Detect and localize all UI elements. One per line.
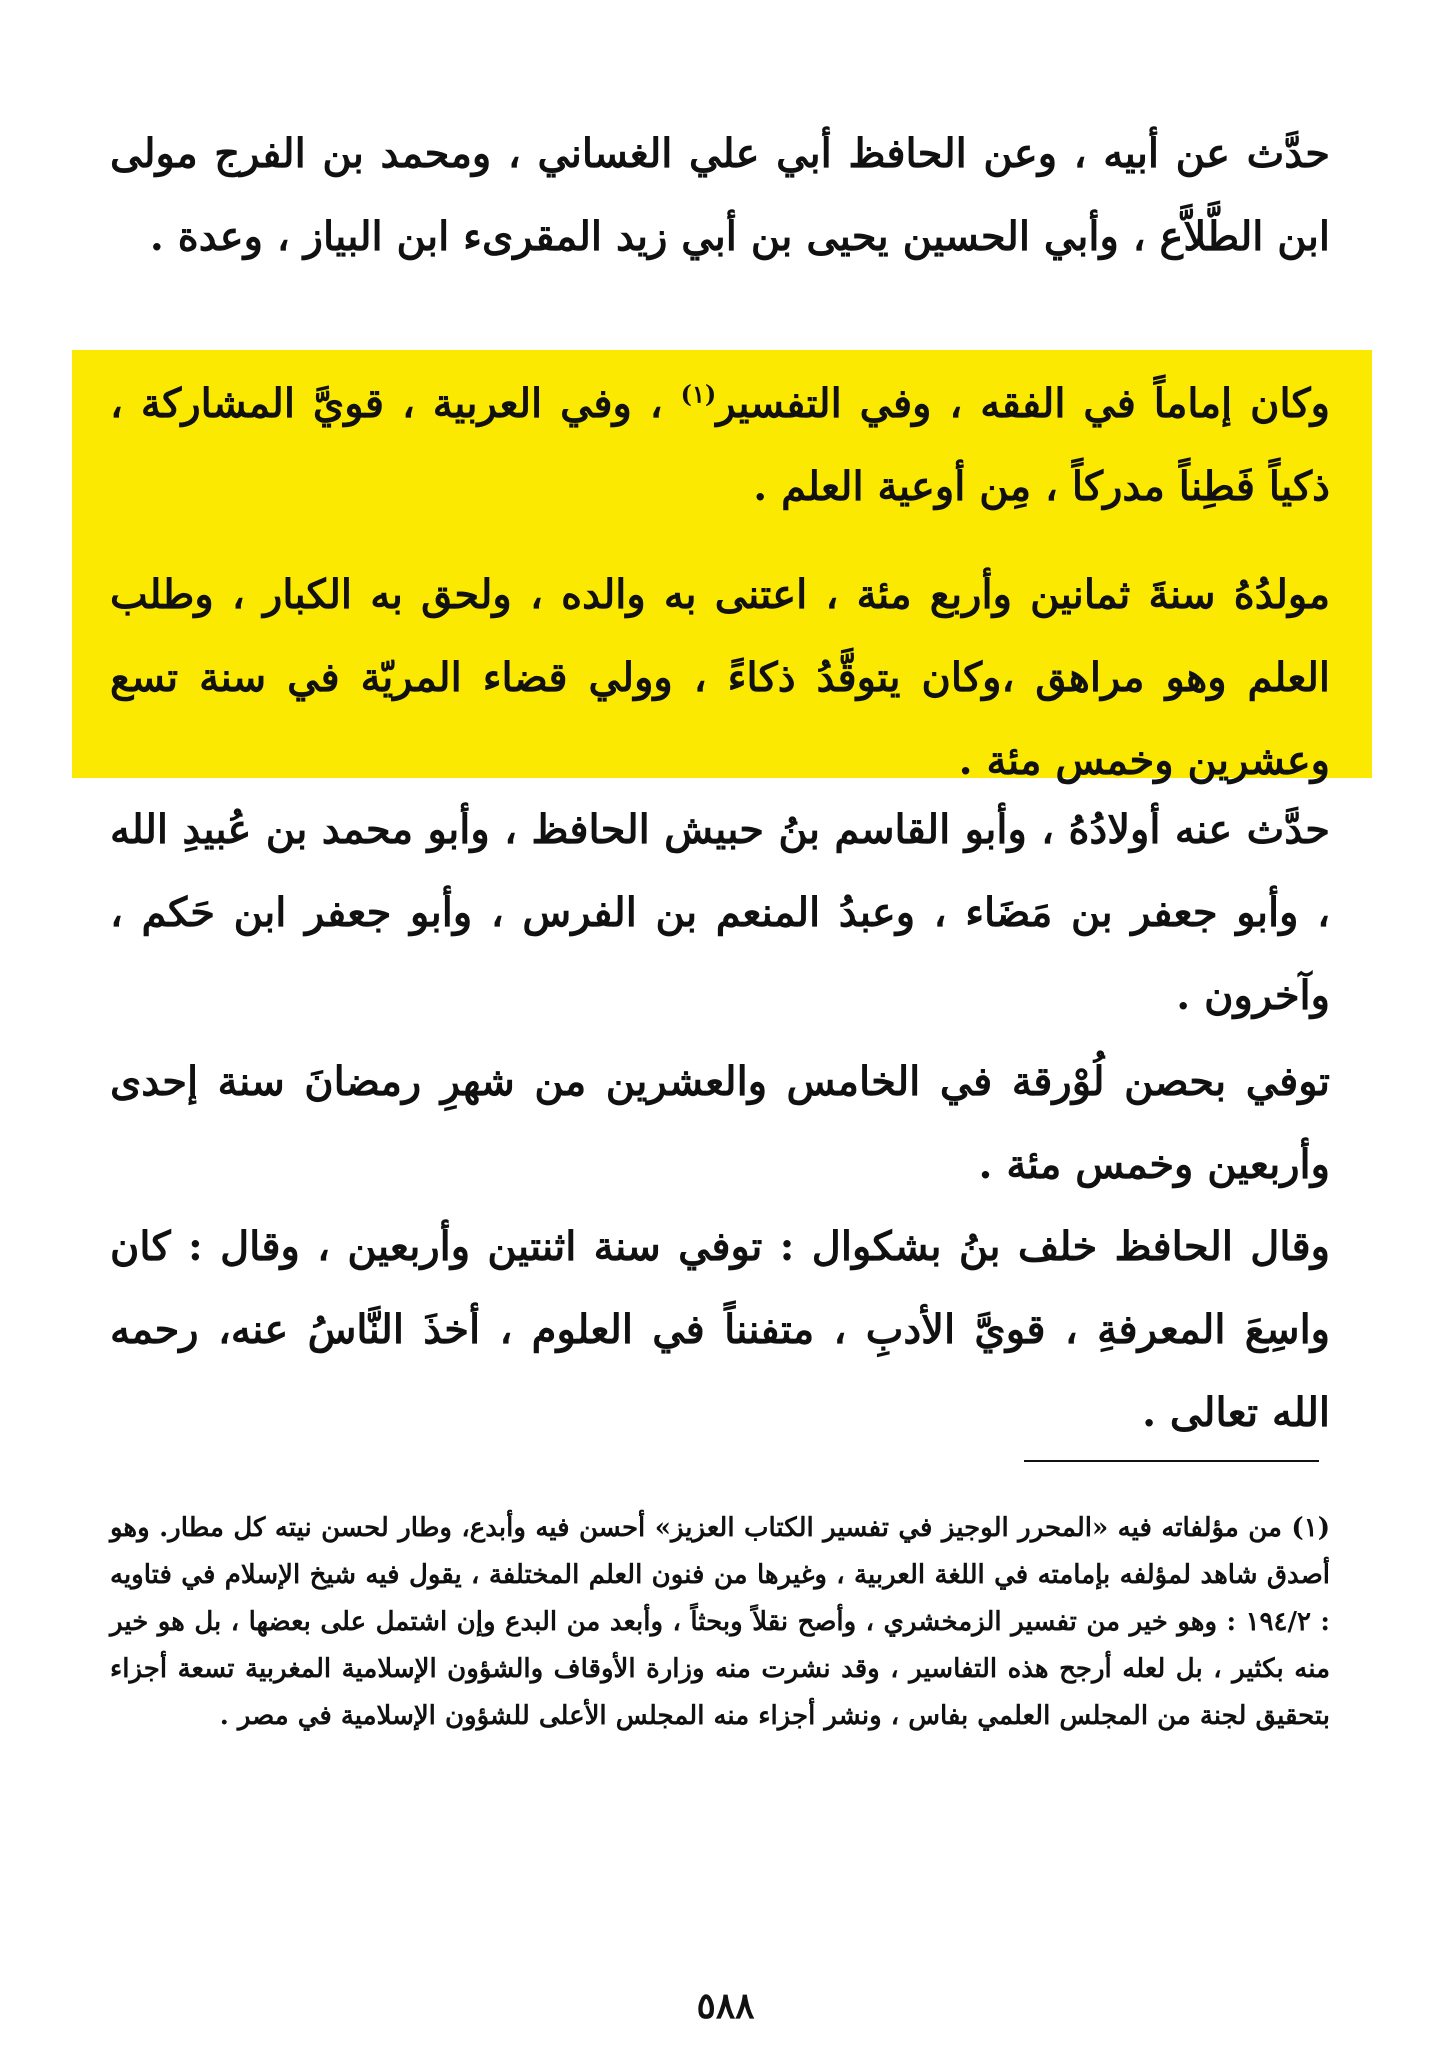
paragraph-narrated-from: حدَّث عن أبيه ، وعن الحافظ أبي علي الغساني ، ومحمد بن الفرج مولى ابن الطَّلاَّع ، وأبي الحسين يحيى بن أبي زيد المقرىء ابن البياز ، وعدة . <box>110 130 1330 260</box>
paragraph-scholarship-part1: وكان إماماً في الفقه ، وفي التفسير <box>716 380 1330 427</box>
paragraph-scholarship-part2: ، وفي العربية ، قويَّ المشاركة ، ذكياً فَطِناً مدركاً ، مِن أوعية العلم . <box>110 380 1330 510</box>
paragraph-birth-and-judgeship: مولدُهُ سنةَ ثمانين وأربع مئة ، اعتنى به والده ، ولحق به الكبار ، وطلب العلم وهو مراهق ،وكان يتوقَّدُ ذكاءً ، وولي قضاء المريّة في سنة تسع وعشرين وخمس مئة . <box>110 571 1330 784</box>
paragraph-ibn-bashkuwal: وقال الحافظ خلف بنُ بشكوال : توفي سنة اثنتين وأربعين ، وقال : كان واسِعَ المعرفةِ ، قويَّ الأدبِ ، متفنناً في العلوم ، أخذَ النَّاسُ عنه، رحمه الله تعالى . <box>110 1223 1331 1436</box>
footnote-separator <box>1024 1460 1319 1462</box>
footnote-reference-1: (١) <box>680 379 717 409</box>
page-number: ٥٨٨ <box>696 1985 755 2027</box>
footnote-1: (١) من مؤلفاته فيه «المحرر الوجيز في تفسير الكتاب العزيز» أحسن فيه وأبدع، وطار لحسن نيته كل مطار. وهو أصدق شاهد لمؤلفه بإمامته في اللغة العربية ، وغيرها من فنون العلم المختلفة ، يقول فيه شيخ الإسلام في فتاويه : ١٩٤/٢ : وهو خير من تفسير الزمخشري ، وأصح نقلاً وبحثاً ، وأبعد من البدع وإن اشتمل على بعضها ، بل هو خير منه بكثير ، بل لعله أرجح هذه التفاسير ، وقد نشرت منه وزارة الأوقاف والشؤون الإسلامية المغربية تسعة أجزاء بتحقيق لجنة من المجلس العلمي بفاس ، ونشر أجزاء منه المجلس الأعلى للشؤون الإسلامية في مصر . <box>110 1513 1331 1731</box>
paragraph-death: توفي بحصن لُوْرقة في الخامس والعشرين من شهرِ رمضانَ سنة إحدى وأربعين وخمس مئة . <box>110 1058 1330 1188</box>
paragraph-students: حدَّث عنه أولادُهُ ، وأبو القاسم بنُ حبيش الحافظ ، وأبو محمد بن عُبيدِ الله ، وأبو جعفر بن مَضَاء ، وعبدُ المنعم بن الفرس ، وأبو جعفر ابن حَكم ، وآخرون . <box>110 806 1330 1019</box>
paragraph-scholarship <box>110 362 1330 528</box>
